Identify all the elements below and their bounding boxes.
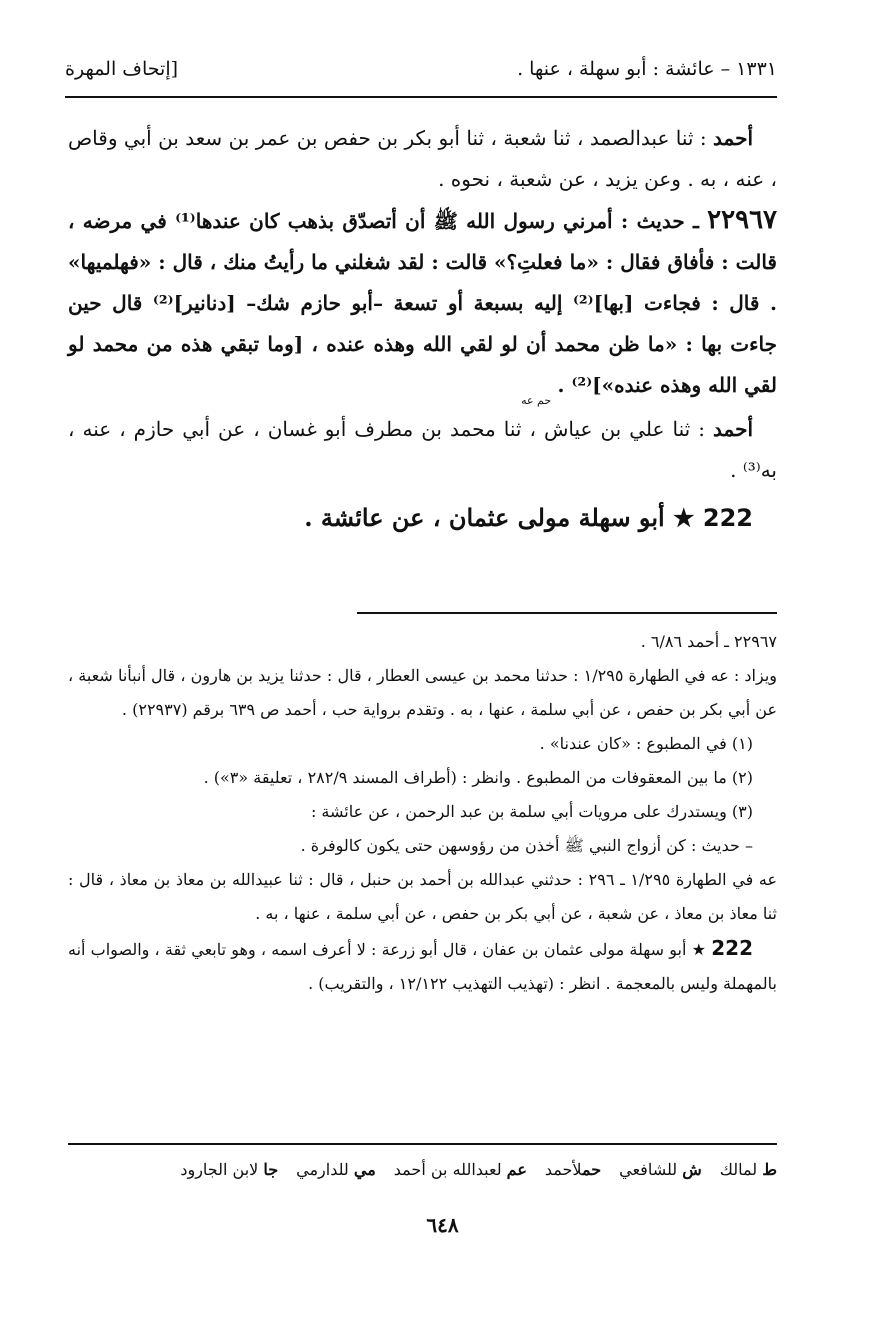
hadith-number: ٢٢٩٦٧	[707, 205, 777, 235]
source-label: أحمد	[713, 417, 753, 441]
footnote-addition: ويزاد : عه في الطهارة ١/٢٩٥ : حدثنا محمد بن عيسى العطار ، قال : حدثنا يزيد بن هارون ، قال أنبأنا شعبة ، عن أبي بكر بن حفص ، عن أبي سلمة ، عنها ، به . وتقدم برواية حب ، أحمد ص ٦٣٩ برقم (٢٢٩٣٧) .	[68, 666, 778, 719]
footnote-hadith: – حديث : كن أزواج النبي ﷺ أخذن من رؤوسهن حتى يكون كالوفرة .	[300, 836, 753, 855]
abbr-item: حملأحمد	[544, 1160, 602, 1179]
page-number: ٦٤٨	[426, 1213, 459, 1237]
footnote-2: (٢) ما بين المعقوفات من المطبوع . وانظر : (أطراف المسند ٢٨٢/٩ ، تعليقة «٣») .	[203, 768, 753, 787]
abbreviation-key	[68, 1155, 777, 1185]
header-divider	[65, 96, 777, 98]
running-title: ١٣٣١ – عائشة : أبو سهلة ، عنها .	[517, 58, 777, 80]
abbr-item: مي للدارمي	[296, 1160, 376, 1179]
heading-text: ★ أبو سهلة مولى عثمان ، عن عائشة .	[304, 503, 703, 532]
abbr-item: عم لعبدالله بن أحمد	[393, 1160, 527, 1179]
main-text	[68, 118, 777, 539]
hadith-marker: حم عه	[521, 394, 552, 407]
footnote-narrator	[68, 931, 777, 1001]
hadith-text: : أمرني رسول الله ﷺ أن أتصدّق بذهب كان عندها⁽¹⁾ في مرضه ، قالت : فأفاق فقال : «ما فعلتِ؟» قالت : لقد شغلني ما رأيتُ منك ، قال : «فهلميها» . قال : فجاءت [بها]⁽²⁾ إليه بسبعة أو تسعة –أبو حازم شك– [دنانير]⁽²⁾ قال حين جاءت بها : «ما ظن محمد أن لو لقي الله وهذه عنده ، [وما تبقي هذه من محمد لو لقي الله وهذه عنده»]⁽²⁾ .	[68, 209, 777, 397]
footnote-divider	[357, 612, 777, 614]
hadith-paragraph	[68, 200, 777, 409]
section-heading	[68, 497, 777, 539]
bottom-divider	[68, 1143, 777, 1145]
page-header	[65, 50, 777, 96]
footnote-3: (٣) ويستدرك على مرويات أبي سلمة بن عبد الرحمن ، عن عائشة :	[310, 802, 753, 821]
heading-number: 222	[702, 504, 753, 532]
footnote-source: ٢٢٩٦٧ ـ أحمد ٦/٨٦ .	[640, 632, 777, 651]
abbr-item: ش للشافعي	[619, 1160, 702, 1179]
paragraph-1	[68, 118, 777, 200]
abbr-item: جا لابن الجارود	[180, 1160, 279, 1179]
footnotes	[68, 625, 777, 1001]
narrator-text: ★ أبو سهلة مولى عثمان بن عفان ، قال أبو زرعة : لا أعرف اسمه ، وهو تابعي ثقة ، والصواب أنه بالمهملة وليس بالمعجمة . انظر : (تهذيب التهذيب ١٢/١٢٢ ، والتقريب) .	[68, 940, 777, 993]
book-title: [إتحاف المهرة	[65, 58, 179, 80]
paragraph-text: : ثنا عبدالصمد ، ثنا شعبة ، ثنا أبو بكر بن حفص بن عمر بن سعد بن أبي وقاص ، عنه ، به . وعن يزيد ، عن شعبة ، نحوه .	[68, 126, 777, 191]
abbr-item: ط لمالك	[719, 1160, 777, 1179]
paragraph-text: : ثنا علي بن عياش ، ثنا محمد بن مطرف أبو غسان ، عن أبي حازم ، عنه ، به⁽³⁾ .	[68, 417, 777, 482]
source-label: أحمد	[713, 126, 753, 150]
footnote-source-2: عه في الطهارة ١/٢٩٥ ـ ٢٩٦ : حدثني عبدالله بن أحمد بن حنبل ، قال : ثنا عبيدالله بن معاذ بن معاذ ، قال : ثنا معاذ بن معاذ ، عن شعبة ، عن أبي بكر بن حفص ، عن أبي سلمة ، عنها ، به .	[68, 870, 778, 923]
footnote-1: (١) في المطبوع : «كان عندنا» .	[539, 734, 753, 753]
paragraph-3	[68, 409, 777, 491]
narrator-number: 222	[711, 936, 753, 960]
hadith-label: ـ حديث	[636, 209, 708, 233]
